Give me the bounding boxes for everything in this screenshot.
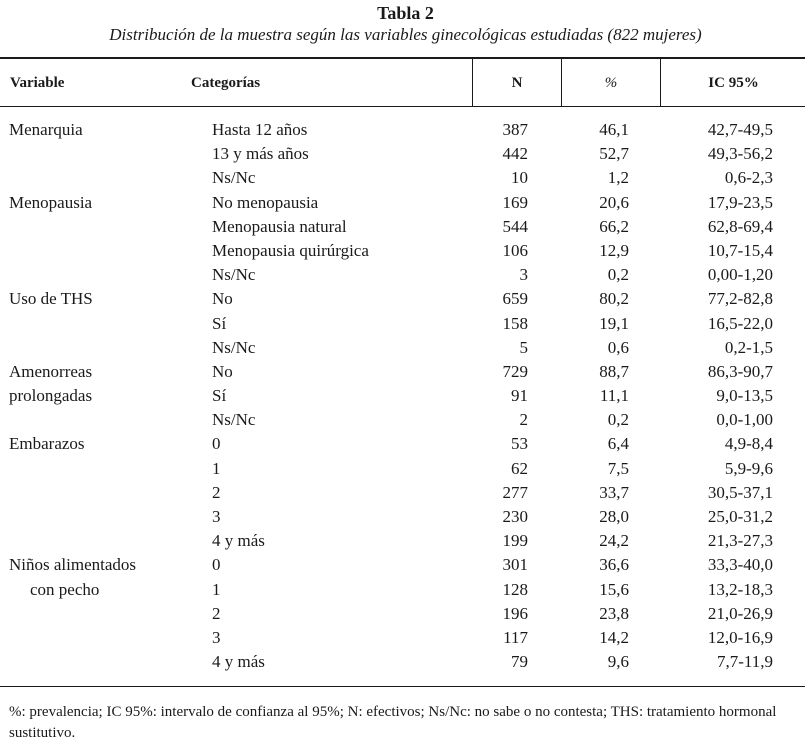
cell-n: 10 [511, 168, 528, 188]
cell-ic95: 21,3-27,3 [707, 531, 773, 551]
cell-variable: Uso de THS [9, 289, 93, 309]
header-rule [0, 106, 805, 107]
cell-ic95: 30,5-37,1 [707, 482, 773, 502]
cell-variable: Niños alimentados [9, 555, 137, 575]
cell-percent: 46,1 [599, 120, 629, 139]
cell-percent: 20,6 [599, 192, 629, 212]
cell-categoria: 1 [212, 579, 221, 599]
table-row [0, 602, 811, 626]
cell-ic95: 21,0-26,9 [707, 603, 773, 623]
header-n: N [511, 75, 523, 91]
cell-n: 79 [511, 652, 528, 672]
cell-n: 3 [519, 265, 528, 285]
cell-categoria: Ns/Nc [212, 410, 256, 430]
cell-percent: 66,2 [599, 216, 629, 236]
cell-percent: 11,1 [599, 386, 629, 406]
header-ic95: IC 95% [708, 75, 759, 91]
cell-percent: 1,2 [607, 168, 629, 188]
cell-categoria: 2 [212, 482, 221, 502]
cell-percent: 52,7 [599, 144, 629, 164]
bottom-rule [0, 686, 805, 687]
cell-percent: 14,2 [599, 627, 629, 647]
cell-n: 196 [502, 603, 528, 623]
table-title: Tabla 2 [377, 3, 434, 23]
cell-n: 301 [502, 555, 528, 575]
table-subtitle: Distribución de la muestra según las variables ginecológicas estudiadas (822 mujeres) [109, 25, 702, 44]
table-row [0, 336, 811, 360]
cell-percent: 88,7 [599, 361, 629, 381]
table-footnote: %: prevalencia; IC 95%: intervalo de confianza al 95%; N: efectivos; Ns/Nc: no sabe o no contesta; THS: tratamiento hormonal sustitutivo. [9, 704, 777, 741]
table-row [0, 118, 811, 142]
cell-percent: 12,9 [599, 240, 629, 260]
cell-ic95: 5,9-9,6 [724, 458, 773, 478]
table-row [0, 312, 811, 336]
table-row [0, 481, 811, 505]
cell-categoria: Hasta 12 años [212, 120, 308, 139]
cell-variable: Menopausia [9, 192, 93, 212]
cell-percent: 33,7 [599, 482, 629, 502]
cell-ic95: 86,3-90,7 [707, 361, 773, 381]
cell-n: 106 [502, 240, 528, 260]
cell-ic95: 16,5-22,0 [707, 313, 773, 333]
cell-categoria: Sí [212, 313, 227, 333]
header-percent: % [604, 75, 618, 91]
table-row [0, 553, 811, 577]
cell-variable: con pecho [30, 579, 100, 599]
cell-n: 91 [511, 386, 528, 406]
cell-percent: 6,4 [607, 434, 629, 454]
cell-categoria: Ns/Nc [212, 168, 256, 188]
cell-ic95: 49,3-56,2 [707, 144, 773, 164]
cell-n: 2 [519, 410, 528, 430]
cell-n: 53 [511, 434, 528, 454]
table-body [0, 118, 811, 674]
cell-categoria: 2 [212, 603, 221, 623]
cell-percent: 19,1 [599, 313, 629, 333]
cell-categoria: 0 [212, 555, 221, 575]
top-rule [0, 57, 805, 59]
cell-categoria: 3 [212, 627, 221, 647]
cell-ic95: 17,9-23,5 [707, 192, 773, 212]
table-row [0, 384, 811, 408]
cell-n: 277 [502, 482, 528, 502]
cell-ic95: 42,7-49,5 [707, 120, 773, 139]
cell-categoria: Ns/Nc [212, 265, 256, 285]
cell-percent: 24,2 [599, 531, 629, 551]
cell-percent: 7,5 [607, 458, 629, 478]
cell-n: 442 [502, 144, 528, 164]
cell-categoria: 1 [212, 458, 221, 478]
cell-categoria: 4 y más [212, 652, 265, 672]
cell-percent: 9,6 [607, 652, 629, 672]
cell-categoria: 0 [212, 434, 221, 454]
cell-n: 387 [502, 120, 528, 139]
cell-ic95: 0,00-1,20 [707, 265, 773, 285]
cell-n: 729 [502, 361, 528, 381]
cell-n: 169 [502, 192, 528, 212]
table-row [0, 166, 811, 190]
cell-n: 128 [502, 579, 528, 599]
cell-n: 544 [502, 216, 528, 236]
cell-percent: 0,2 [607, 265, 629, 285]
cell-categoria: Menopausia quirúrgica [212, 240, 369, 260]
cell-ic95: 9,0-13,5 [716, 386, 773, 406]
table-row [0, 287, 811, 311]
header-variable: Variable [10, 75, 65, 91]
cell-percent: 28,0 [599, 507, 629, 526]
cell-categoria: 13 y más años [212, 144, 309, 164]
table-row [0, 191, 811, 215]
cell-ic95: 4,9-8,4 [724, 434, 773, 454]
table-row [0, 529, 811, 553]
cell-variable: Menarquia [9, 120, 83, 139]
cell-ic95: 13,2-18,3 [707, 579, 773, 599]
cell-ic95: 0,0-1,00 [716, 410, 773, 430]
table-row [0, 626, 811, 650]
cell-n: 62 [511, 458, 528, 478]
cell-variable: prolongadas [9, 386, 93, 406]
cell-categoria: No [212, 289, 233, 309]
cell-categoria: Menopausia natural [212, 216, 347, 236]
table-row [0, 457, 811, 481]
table-row [0, 432, 811, 456]
cell-ic95: 0,6-2,3 [724, 168, 773, 188]
header-categorias: Categorías [191, 75, 261, 91]
table-row [0, 239, 811, 263]
table-row [0, 505, 811, 529]
cell-n: 5 [519, 337, 528, 357]
table-row [0, 650, 811, 674]
cell-percent: 0,2 [607, 410, 629, 430]
cell-variable: Amenorreas [9, 361, 93, 381]
table-row [0, 263, 811, 287]
cell-n: 199 [502, 531, 528, 551]
cell-ic95: 0,2-1,5 [724, 337, 773, 357]
cell-ic95: 25,0-31,2 [707, 507, 773, 526]
cell-variable: Embarazos [9, 434, 85, 454]
cell-n: 158 [502, 313, 528, 333]
table-row [0, 578, 811, 602]
cell-ic95: 62,8-69,4 [707, 216, 773, 236]
cell-categoria: 3 [212, 507, 221, 526]
cell-ic95: 7,7-11,9 [716, 652, 773, 672]
cell-categoria: No menopausia [212, 192, 319, 212]
cell-percent: 0,6 [607, 337, 629, 357]
cell-categoria: Ns/Nc [212, 337, 256, 357]
cell-categoria: 4 y más [212, 531, 265, 551]
cell-n: 117 [503, 627, 528, 647]
table-row [0, 408, 811, 432]
cell-ic95: 10,7-15,4 [707, 240, 773, 260]
cell-n: 230 [502, 507, 528, 526]
cell-categoria: No [212, 361, 233, 381]
table-row [0, 142, 811, 166]
table-row [0, 215, 811, 239]
cell-percent: 80,2 [599, 289, 629, 309]
cell-n: 659 [502, 289, 528, 309]
cell-ic95: 12,0-16,9 [707, 627, 773, 647]
cell-ic95: 33,3-40,0 [707, 555, 773, 575]
cell-ic95: 77,2-82,8 [707, 289, 773, 309]
cell-percent: 23,8 [599, 603, 629, 623]
cell-percent: 36,6 [599, 555, 629, 575]
cell-percent: 15,6 [599, 579, 629, 599]
table-row [0, 360, 811, 384]
cell-categoria: Sí [212, 386, 227, 406]
